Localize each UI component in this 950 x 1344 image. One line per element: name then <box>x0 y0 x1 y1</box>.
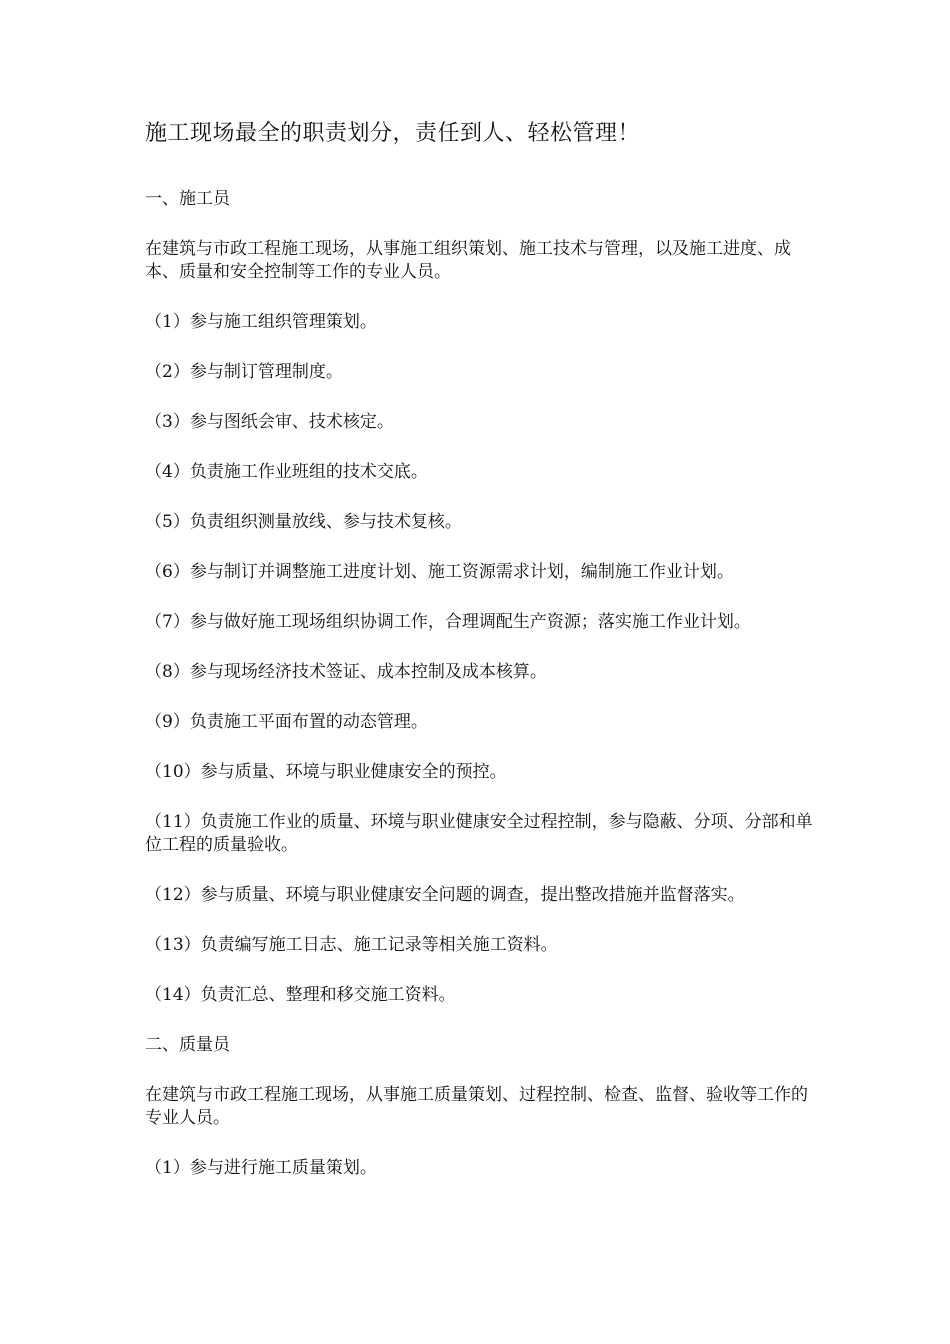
list-item: （6）参与制订并调整施工进度计划、施工资源需求计划，编制施工作业计划。 <box>145 562 734 582</box>
list-item: （9）负责施工平面布置的动态管理。 <box>145 712 428 732</box>
list-item: （13）负责编写施工日志、施工记录等相关施工资料。 <box>145 935 558 955</box>
list-item: （1）参与进行施工质量策划。 <box>145 1158 377 1178</box>
section-heading: 一、施工员 <box>145 189 230 209</box>
section-construction-worker <box>145 188 815 1007</box>
section-heading: 二、质量员 <box>145 1035 230 1055</box>
list-item: （12）参与质量、环境与职业健康安全问题的调查，提出整改措施并监督落实。 <box>145 885 745 905</box>
list-item: （2）参与制订管理制度。 <box>145 362 343 382</box>
section-intro: 在建筑与市政工程施工现场，从事施工组织策划、施工技术与管理，以及施工进度、成本、质量和安全控制等工作的专业人员。 <box>145 239 791 282</box>
list-item: （1）参与施工组织管理策划。 <box>145 312 377 332</box>
page-title: 施工现场最全的职责划分，责任到人、轻松管理！ <box>145 121 641 146</box>
list-item: （3）参与图纸会审、技术核定。 <box>145 412 394 432</box>
section-intro: 在建筑与市政工程施工现场，从事施工质量策划、过程控制、检查、监督、验收等工作的专业人员。 <box>145 1085 808 1128</box>
list-item: （10）参与质量、环境与职业健康安全的预控。 <box>145 762 507 782</box>
list-item: （7）参与做好施工现场组织协调工作，合理调配生产资源；落实施工作业计划。 <box>145 612 751 632</box>
document-body <box>145 118 815 1207</box>
list-item: （5）负责组织测量放线、参与技术复核。 <box>145 512 462 532</box>
section-quality-inspector <box>145 1034 815 1180</box>
list-item: （11）负责施工作业的质量、环境与职业健康安全过程控制，参与隐蔽、分项、分部和单位工程的质量验收。 <box>145 812 813 855</box>
list-item: （8）参与现场经济技术签证、成本控制及成本核算。 <box>145 662 547 682</box>
list-item: （14）负责汇总、整理和移交施工资料。 <box>145 985 456 1005</box>
list-item: （4）负责施工作业班组的技术交底。 <box>145 462 428 482</box>
